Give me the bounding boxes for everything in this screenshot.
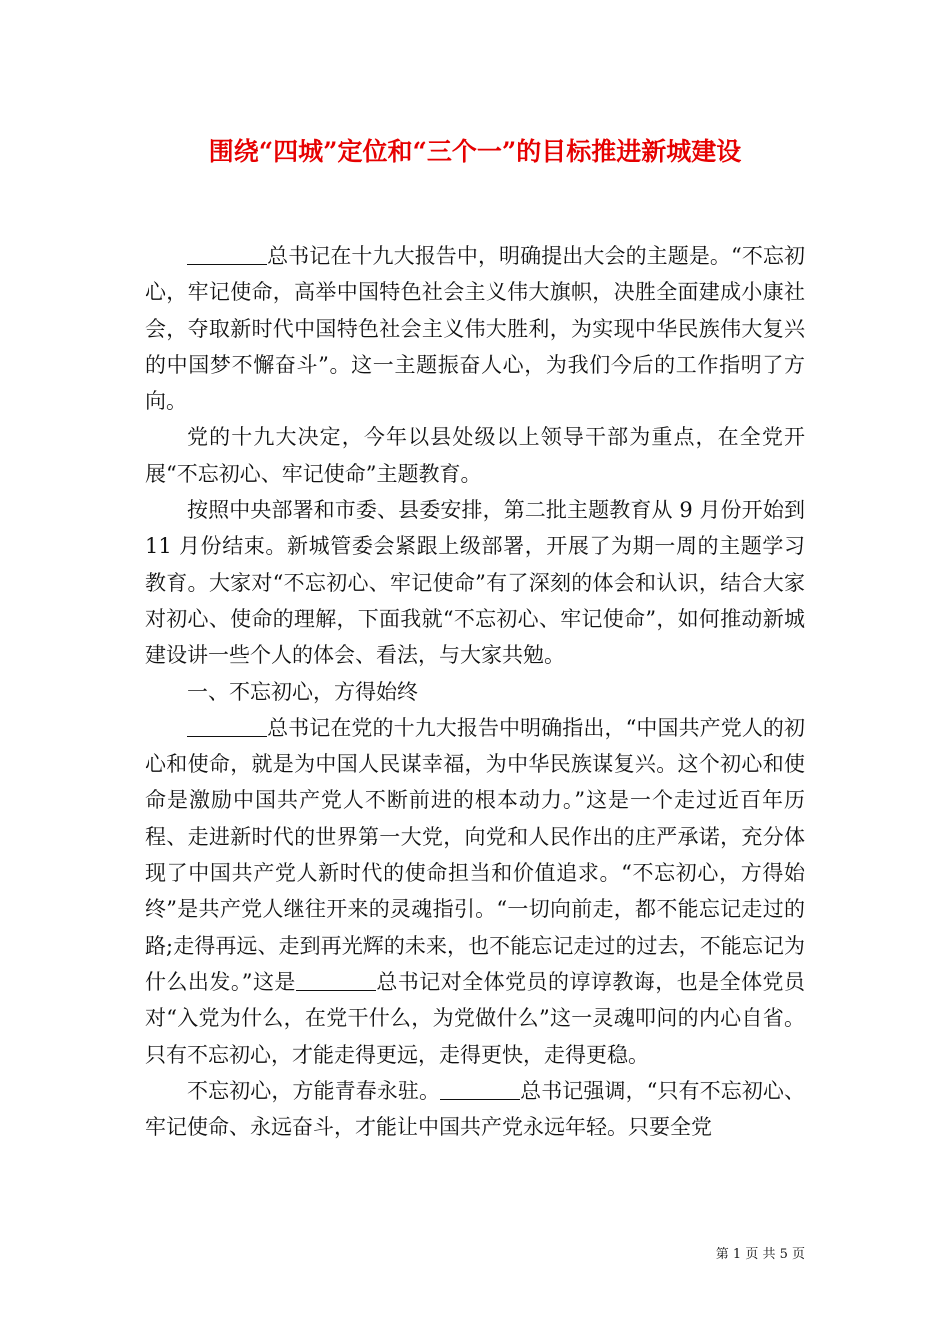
- blank-underline: [296, 969, 376, 991]
- paragraph-6-text-a: 不忘初心，方能青春永驻。: [187, 1078, 441, 1103]
- paragraph-2: 党的十九大决定，今年以县处级以上领导干部为重点，在全党开展“不忘初心、牢记使命”主题教育。: [145, 425, 805, 486]
- section-heading-1: 一、不忘初心，方得始终: [187, 679, 418, 704]
- document-body: [145, 238, 805, 1145]
- paragraph-1-text: 总书记在十九大报告中，明确提出大会的主题是。“不忘初心，牢记使命，高举中国特色社会主义伟大旗帜，决胜全面建成小康社会，夺取新时代中国特色社会主义伟大胜利，为实现中华民族伟大复兴的中国梦不懈奋斗”。这一主题振奋人心，为我们今后的工作指明了方向。: [145, 244, 805, 414]
- blank-underline: [187, 715, 267, 737]
- paragraph-6-text-b: 总书记强调，“只有不忘初心、牢记使命、永远奋斗，才能让中国共产党永远年轻。只要全党: [145, 1078, 805, 1140]
- document-title: 围绕“四城”定位和“三个一”的目标推进新城建设: [208, 137, 742, 166]
- page-number-footer: 第 1 页 共 5 页: [715, 1247, 805, 1262]
- paragraph-5-text-b: 总书记对全体党员的谆谆教诲，也是全体党员对“入党为什么，在党干什么，为党做什么”这一灵魂叩问的内心自省。只有不忘初心，才能走得更远，走得更快，走得更稳。: [145, 969, 805, 1067]
- paragraph-1: [145, 238, 805, 419]
- blank-underline: [187, 243, 267, 265]
- paragraph-3: 按照中央部署和市委、县委安排，第二批主题教育从 9 月份开始到 11 月份结束。新城管委会紧跟上级部署，开展了为期一周的主题学习教育。大家对“不忘初心、牢记使命”有了深刻的体会和认识，结合大家对初心、使命的理解，下面我就“不忘初心、牢记使命”，如何推动新城建设讲一些个人的体会、看法，与大家共勉。: [145, 498, 805, 668]
- paragraph-5-text-a: 总书记在党的十九大报告中明确指出，“中国共产党人的初心和使命，就是为中国人民谋幸福，为中华民族谋复兴。这个初心和使命是激励中国共产党人不断前进的根本动力。”这是一个走过近百年历程、走进新时代的世界第一大党，向党和人民作出的庄严承诺，充分体现了中国共产党人新时代的使命担当和价值追求。“不忘初心，方得始终”是共产党人继往开来的灵魂指引。“一切向前走，都不能忘记走过的路;走得再远、走到再光辉的未来，也不能忘记走过的过去，不能忘记为什么出发。”这是: [145, 715, 805, 994]
- paragraph-5: [145, 710, 805, 1073]
- blank-underline: [440, 1078, 520, 1100]
- paragraph-6: [145, 1073, 805, 1146]
